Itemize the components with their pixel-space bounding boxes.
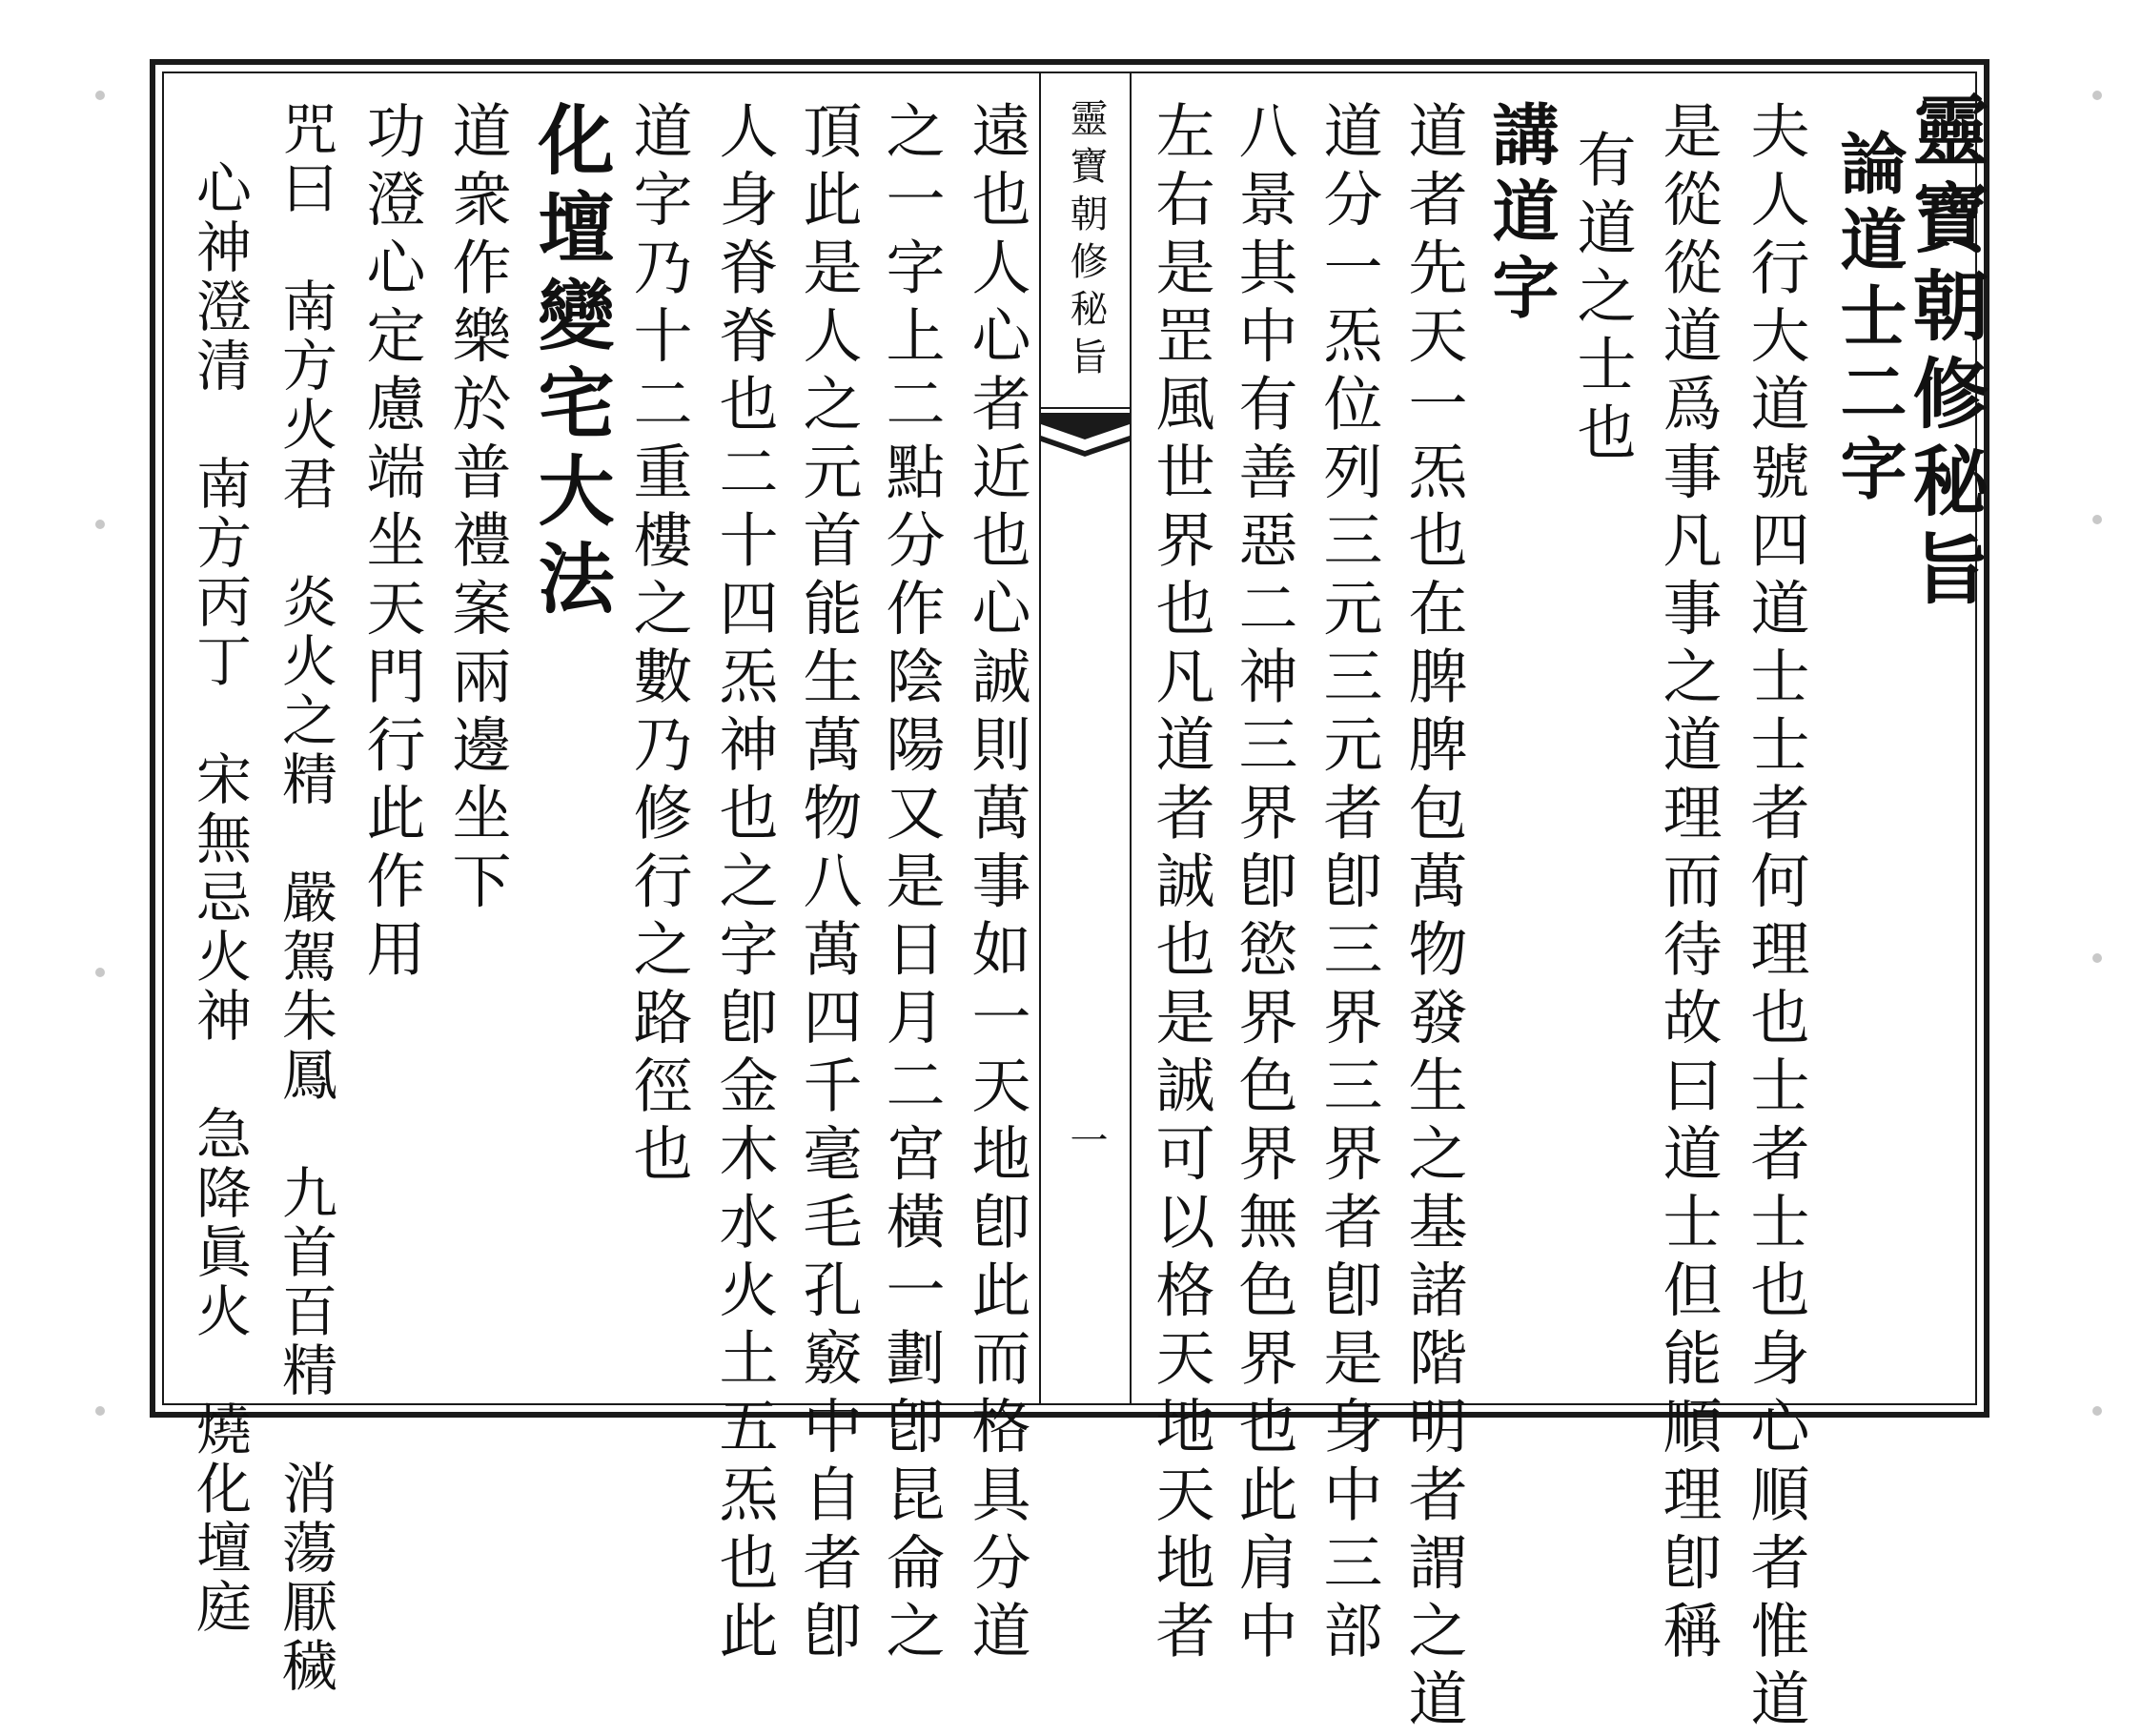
text-column: 道字乃十二重樓之數乃修行之路徑也 (623, 100, 693, 1191)
text-column: 講道字 (1481, 100, 1561, 329)
center-divider (1041, 407, 1130, 409)
text-column: 之一字上二點分作陰陽又是日月二宮橫一劃卽昆侖之 (876, 100, 946, 1668)
scan-speck (95, 968, 105, 977)
center-margin-title: 靈寶朝修秘旨 (1064, 98, 1108, 384)
scan-speck (2092, 1406, 2102, 1416)
page-number: 一 (1064, 1120, 1108, 1158)
center-margin (1039, 71, 1132, 1405)
text-column: 左右是罡風世界也凡道者誠也是誠可以格天地天地者 (1146, 100, 1215, 1668)
text-column: 道者先天一炁也在脾脾包萬物發生之基諸階明者謂之道 (1398, 100, 1468, 1736)
scan-speck (2092, 515, 2102, 524)
section-title: 化壇變宅大法 (525, 100, 615, 626)
right-page-title: 靈寶朝修秘旨 (1900, 91, 1989, 617)
fishtail-ornament (1041, 413, 1130, 457)
text-column: 論道士二字 (1829, 129, 1908, 510)
text-column: 心神澄清 南方丙丁 宋無忌火神 急降眞火 燒化壇庭 (187, 100, 252, 1637)
text-column: 人身脊脊也二十四炁神也之字卽金木水火土五炁也此 (709, 100, 779, 1668)
text-column: 八景其中有善惡二神三界卽慾界色界無色界也此肩中 (1229, 100, 1298, 1668)
text-column: 道分一炁位列三元三元者卽三界三界者卽是身中三部 (1314, 100, 1383, 1668)
text-column: 頂此是人之元首能生萬物八萬四千毫毛孔竅中自者卽 (793, 100, 863, 1668)
scan-speck (95, 91, 105, 100)
text-column: 是從從道爲事凡事之道理而待故曰道士但能順理卽稱 (1653, 100, 1723, 1668)
scan-speck (2092, 91, 2102, 100)
text-column: 功澄心定慮端坐天門行此作用 (357, 100, 426, 987)
text-column: 咒曰 南方火君 炎火之精 嚴駕朱鳳 九首百精 消蕩厭穢 (273, 100, 337, 1696)
scan-speck (95, 1406, 105, 1416)
text-column: 道衆作樂於普禮案兩邊坐下 (442, 100, 512, 918)
scan-speck (95, 520, 105, 529)
text-column: 遠也人心者近也心誠則萬事如一天地卽此而格具分道 (962, 100, 1031, 1668)
text-column: 有道之士也 (1567, 129, 1637, 470)
text-column: 夫人行大道號四道士士者何理也士者士也身心順者惟道 (1741, 100, 1810, 1736)
scan-speck (2092, 953, 2102, 963)
